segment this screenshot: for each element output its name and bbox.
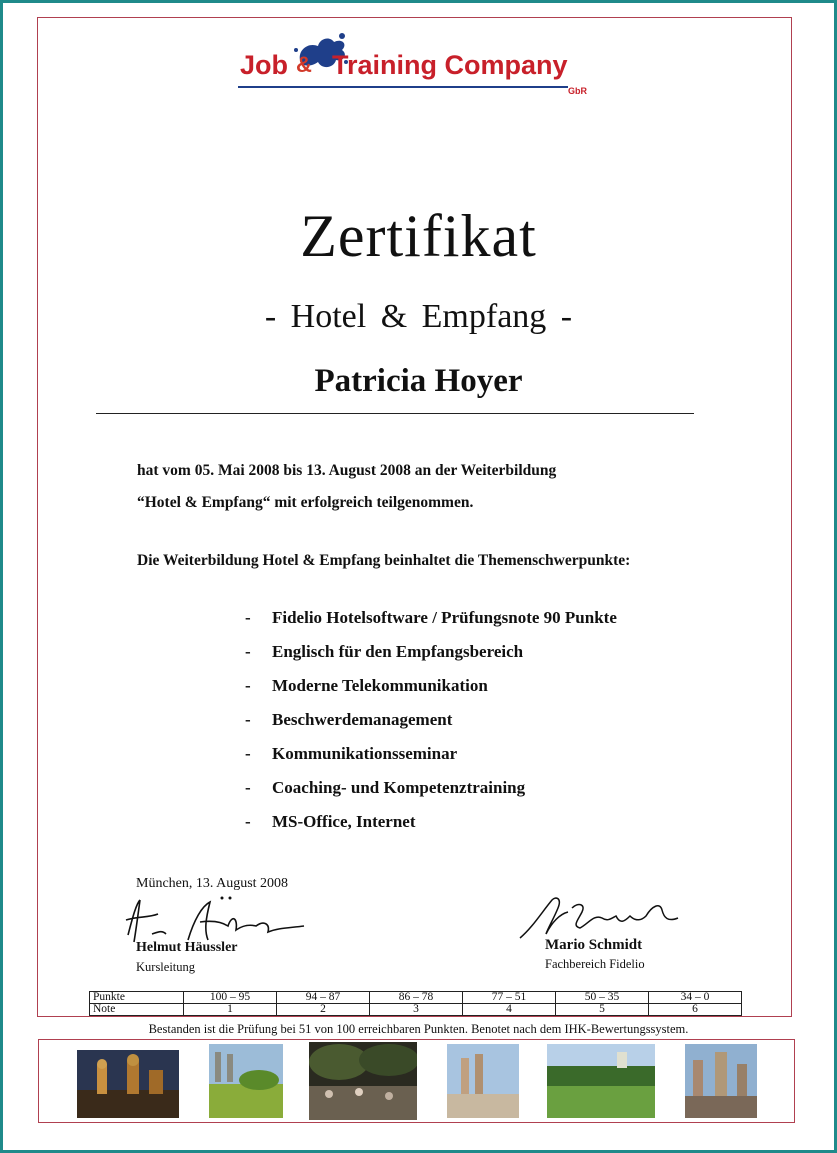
grade-cell: 5 [556,1004,649,1016]
photo-beergarden [309,1042,417,1120]
points-row-label: Punkte [90,992,184,1004]
grade-cell: 2 [277,1004,370,1016]
logo-word-job: Job [240,50,289,80]
certificate-title: Zertifikat [300,203,537,269]
grade-cell: 6 [649,1004,742,1016]
logo-ampersand: & [296,52,312,77]
photo-old-town [685,1044,757,1118]
participation-line-1: hat vom 05. Mai 2008 bis 13. August 2008 an der Weiterbildung [137,462,557,479]
list-item [245,812,617,846]
photo-city-towers [447,1044,519,1118]
points-cell: 34 – 0 [649,992,742,1004]
photo-english-garden [547,1044,655,1118]
grade-cell: 1 [184,1004,277,1016]
topic-list [245,608,617,846]
topic-text: Coaching- und Kompetenztraining [272,778,526,797]
bullet-dash: - [245,812,251,831]
grading-footnote: Bestanden ist die Prüfung bei 51 von 100 erreichbaren Punkten. Benotet nach dem IHK-Bewertungssystem. [148,1022,689,1036]
topic-text: Kommunikationsseminar [272,744,458,763]
signer-left-name: Helmut Häussler [136,940,238,955]
bullet-dash: - [245,744,251,763]
list-item [245,744,617,778]
points-cell: 94 – 87 [277,992,370,1004]
signer-right-name: Mario Schmidt [545,937,643,953]
bullet-dash: - [245,676,251,695]
logo-word-training-company: Training Company [332,50,568,80]
name-underline [96,413,694,414]
topic-text: Moderne Telekommunikation [272,676,488,695]
list-item [245,676,617,710]
grade-row-label: Note [90,1004,184,1016]
list-item [245,710,617,744]
logo-suffix: GbR [568,86,587,96]
participation-line-2: “Hotel & Empfang“ mit erfolgreich teilgenommen. [137,494,474,511]
topic-text: Beschwerdemanagement [272,710,453,729]
table-row [90,992,742,1004]
photo-park [209,1044,283,1118]
bullet-dash: - [245,710,251,729]
certificate-subtitle: - Hotel & Empfang - [264,298,573,335]
grade-cell: 3 [370,1004,463,1016]
points-cell: 86 – 78 [370,992,463,1004]
photo-munich-night [77,1050,179,1118]
list-item [245,608,617,642]
logo-underline [238,86,568,88]
points-cell: 50 – 35 [556,992,649,1004]
bullet-dash: - [245,778,251,797]
topic-text: Englisch für den Empfangsbereich [272,642,524,661]
signer-right-role: Fachbereich Fidelio [545,957,645,971]
company-logo [238,38,598,100]
grade-cell: 4 [463,1004,556,1016]
signer-left-role: Kursleitung [136,960,196,974]
list-item [245,778,617,812]
topic-text: MS-Office, Internet [272,812,416,831]
recipient-name: Patricia Hoyer [314,363,523,399]
points-cell: 100 – 95 [184,992,277,1004]
bullet-dash: - [245,608,251,627]
topic-text: Fidelio Hotelsoftware / Prüfungsnote 90 Punkte [272,608,617,627]
photo-strip [38,1039,795,1123]
bullet-dash: - [245,642,251,661]
points-cell: 77 – 51 [463,992,556,1004]
table-row [90,1004,742,1016]
place-date: München, 13. August 2008 [136,876,289,891]
topics-intro: Die Weiterbildung Hotel & Empfang beinhaltet die Themenschwerpunkte: [137,552,631,569]
list-item [245,642,617,676]
grading-table [89,991,742,1016]
certificate-border [37,17,792,1017]
